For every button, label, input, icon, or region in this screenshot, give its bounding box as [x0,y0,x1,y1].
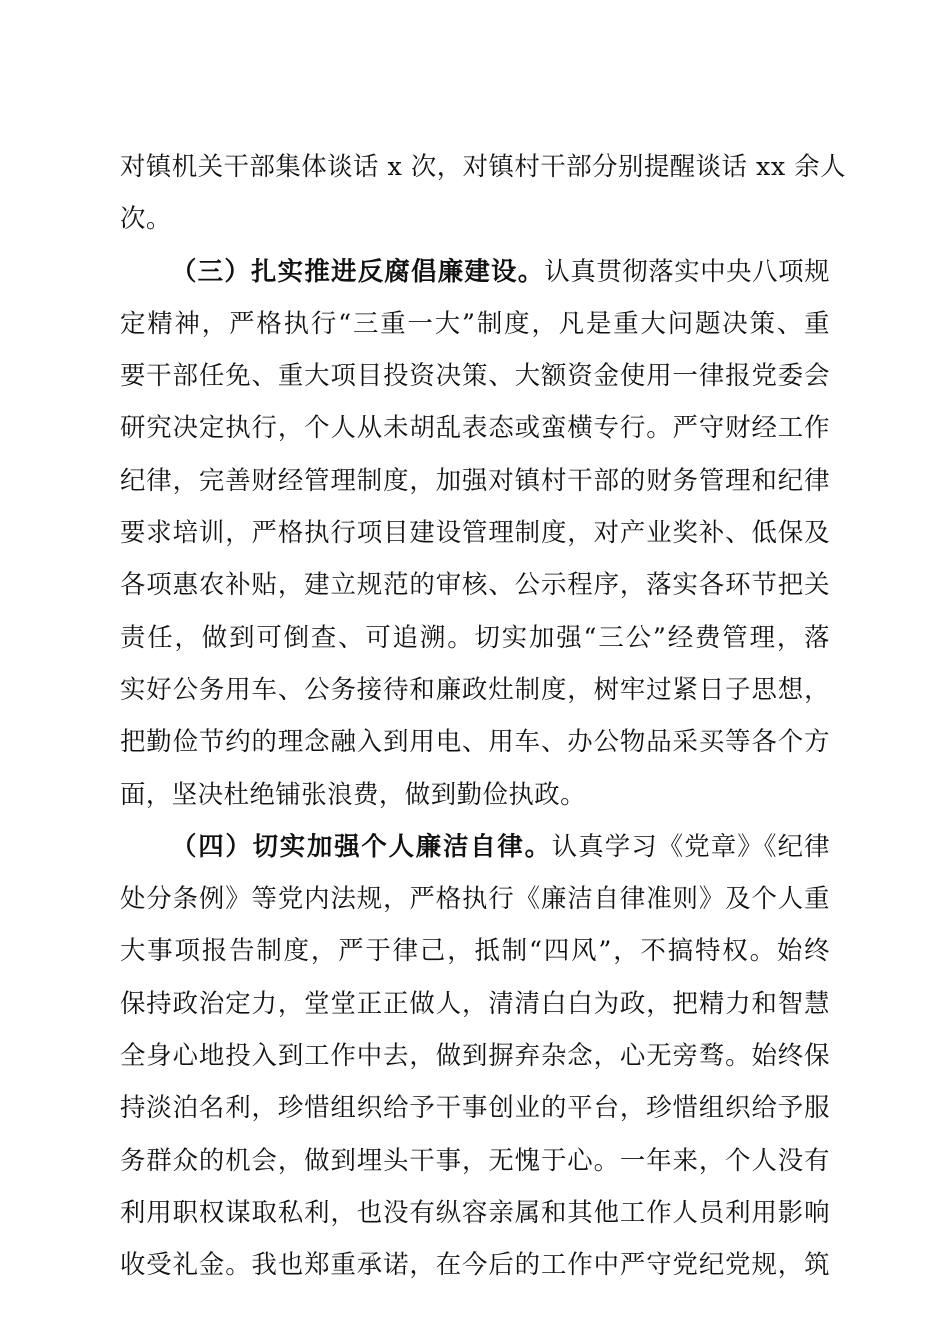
paragraph-line: 定精神，严格执行“三重一大”制度，凡是重大问题决策、重 [120,307,830,338]
paragraph-line: 对镇机关干部集体谈话 x 次，对镇村干部分别提醒谈话 xx 余人 [120,151,847,181]
section-heading: （三）扎实推进反腐倡廉建设。 [171,255,545,286]
section-first-line [120,820,830,872]
paragraph-line-text: 认真贯彻落实中央八项规 [544,255,830,286]
section-first-line [120,245,830,297]
paragraph-line: 持淡泊名利，珍惜组织给予干事创业的平台，珍惜组织给予服 [120,1092,830,1123]
paragraph-line: 收受礼金。我也郑重承诺，在今后的工作中严守党纪党规，筑 [120,1249,830,1280]
paragraph-line: 利用职权谋取私利，也没有纵容亲属和其他工作人员利用影响 [120,1196,830,1227]
section-heading: （四）切实加强个人廉洁自律。 [171,830,552,861]
paragraph-line: 把勤俭节约的理念融入到用电、用车、办公物品采买等各个方 [120,726,830,757]
paragraph-line: 处分条例》等党内法规，严格执行《廉洁自律准则》及个人重 [120,883,830,914]
paragraph-line: 大事项报告制度，严于律己，抵制“四风”，不搞特权。始终 [120,935,830,966]
paragraph-line: 次。 [120,203,172,234]
paragraph-line: 全身心地投入到工作中去，做到摒弃杂念，心无旁骛。始终保 [120,1040,830,1071]
paragraph-line: 研究决定执行，个人从未胡乱表态或蛮横专行。严守财经工作 [120,412,830,443]
paragraph-line: 实好公务用车、公务接待和廉政灶制度，树牢过紧日子思想， [120,673,830,704]
document-body [120,140,847,1291]
paragraph-line: 面，坚决杜绝铺张浪费，做到勤俭执政。 [120,778,587,809]
paragraph-line: 纪律，完善财经管理制度，加强对镇村干部的财务管理和纪律 [120,464,830,495]
paragraph-line: 保持政治定力，堂堂正正做人，清清白白为政，把精力和智慧 [120,987,830,1018]
paragraph-line: 务群众的机会，做到埋头干事，无愧于心。一年来，个人没有 [120,1144,830,1175]
paragraph-line: 各项惠农补贴，建立规范的审核、公示程序，落实各环节把关 [120,569,830,600]
paragraph-line: 要干部任免、重大项目投资决策、大额资金使用一律报党委会 [120,360,830,391]
paragraph-line: 责任，做到可倒查、可追溯。切实加强“三公”经费管理，落 [120,621,830,652]
paragraph-line-text: 认真学习《党章》《纪律 [551,830,830,861]
paragraph-line: 要求培训，严格执行项目建设管理制度，对产业奖补、低保及 [120,517,830,548]
